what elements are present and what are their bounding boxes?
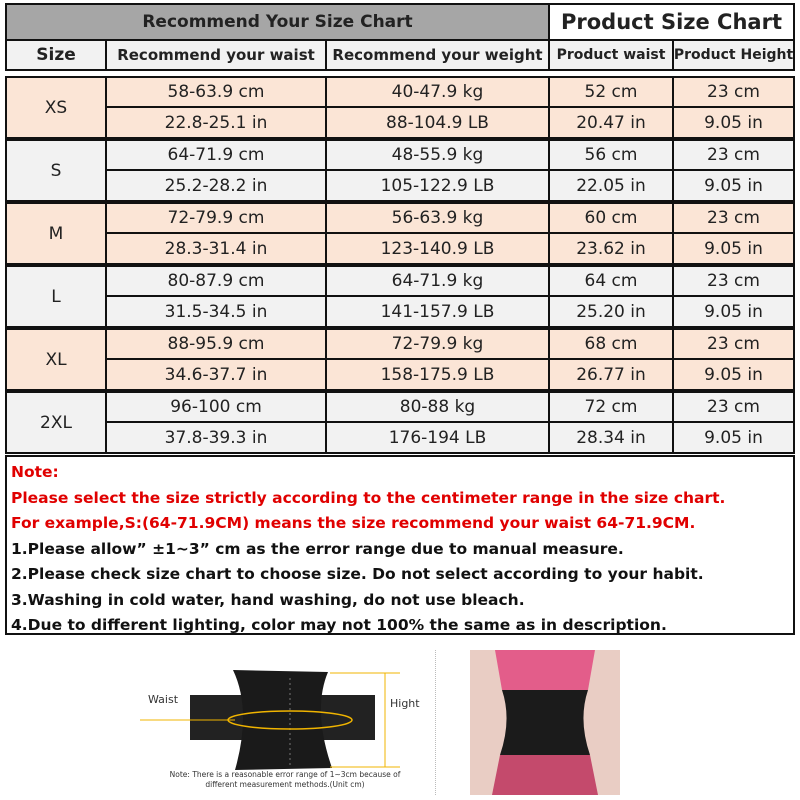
- waist-cell: 37.8-39.3 in: [105, 421, 327, 454]
- model-photo: [470, 650, 620, 795]
- pwaist-cell: 25.20 in: [548, 295, 674, 328]
- recommend-size-chart-title: Recommend Your Size Chart: [5, 3, 550, 41]
- height-cell: 23 cm: [672, 265, 795, 297]
- height-cell: 23 cm: [672, 139, 795, 171]
- height-label: Hight: [390, 697, 420, 710]
- note-item: 1.Please allow” ±1~3” cm as the error range due to manual measure.: [11, 539, 624, 558]
- note-item: 3.Washing in cold water, hand washing, do not use bleach.: [11, 590, 525, 609]
- height-cell: 9.05 in: [672, 421, 795, 454]
- note-red-line: For example,S:(64-71.9CM) means the size recommend your waist 64-71.9CM.: [11, 514, 696, 532]
- height-cell: 23 cm: [672, 328, 795, 360]
- height-cell: 9.05 in: [672, 232, 795, 265]
- height-cell: 23 cm: [672, 76, 795, 108]
- diagram-note-line: different measurement methods.(Unit cm): [205, 780, 365, 789]
- waist-trainer-diagram: [140, 650, 430, 795]
- pwaist-cell: 72 cm: [548, 391, 674, 423]
- waist-label: Waist: [148, 693, 179, 706]
- weight-cell: 158-175.9 LB: [325, 358, 550, 391]
- divider: [435, 650, 436, 795]
- waist-cell: 28.3-31.4 in: [105, 232, 327, 265]
- col-header-product-waist: Product waist: [548, 39, 674, 71]
- height-cell: 9.05 in: [672, 358, 795, 391]
- diagram-note: [120, 770, 450, 790]
- pwaist-cell: 20.47 in: [548, 106, 674, 139]
- height-cell: 23 cm: [672, 391, 795, 423]
- waist-cell: 31.5-34.5 in: [105, 295, 327, 328]
- size-cell: L: [5, 265, 107, 328]
- weight-cell: 80-88 kg: [325, 391, 550, 423]
- size-cell: M: [5, 202, 107, 265]
- height-cell: 9.05 in: [672, 169, 795, 202]
- product-size-chart-title: Product Size Chart: [548, 3, 795, 41]
- pwaist-cell: 22.05 in: [548, 169, 674, 202]
- waist-cell: 34.6-37.7 in: [105, 358, 327, 391]
- pwaist-cell: 56 cm: [548, 139, 674, 171]
- diagram-note-line: Note: There is a reasonable error range of 1~3cm because of: [169, 770, 401, 779]
- col-header-waist: Recommend your waist: [105, 39, 327, 71]
- pwaist-cell: 64 cm: [548, 265, 674, 297]
- waist-cell: 80-87.9 cm: [105, 265, 327, 297]
- notes-section: [5, 455, 795, 635]
- pwaist-cell: 28.34 in: [548, 421, 674, 454]
- pwaist-cell: 23.62 in: [548, 232, 674, 265]
- weight-cell: 48-55.9 kg: [325, 139, 550, 171]
- size-cell: S: [5, 139, 107, 202]
- size-cell: 2XL: [5, 391, 107, 454]
- size-cell: XL: [5, 328, 107, 391]
- weight-cell: 105-122.9 LB: [325, 169, 550, 202]
- note-item: 2.Please check size chart to choose size. Do not select according to your habit.: [11, 565, 704, 583]
- weight-cell: 123-140.9 LB: [325, 232, 550, 265]
- note-red-line: Please select the size strictly according to the centimeter range in the size chart.: [11, 488, 726, 507]
- waist-cell: 58-63.9 cm: [105, 76, 327, 108]
- weight-cell: 176-194 LB: [325, 421, 550, 454]
- note-item: 4.Due to different lighting, color may not 100% the same as in description.: [11, 616, 667, 634]
- note-title: Note:: [11, 463, 59, 481]
- col-header-product-height: Product Height: [672, 39, 795, 71]
- weight-cell: 64-71.9 kg: [325, 265, 550, 297]
- height-cell: 23 cm: [672, 202, 795, 234]
- pwaist-cell: 52 cm: [548, 76, 674, 108]
- size-cell: XS: [5, 76, 107, 139]
- height-cell: 9.05 in: [672, 295, 795, 328]
- waist-cell: 25.2-28.2 in: [105, 169, 327, 202]
- col-header-weight: Recommend your weight: [325, 39, 550, 71]
- model-wearing-waist-trainer: [470, 650, 620, 795]
- weight-cell: 56-63.9 kg: [325, 202, 550, 234]
- waist-cell: 96-100 cm: [105, 391, 327, 423]
- height-cell: 9.05 in: [672, 106, 795, 139]
- weight-cell: 40-47.9 kg: [325, 76, 550, 108]
- waist-cell: 22.8-25.1 in: [105, 106, 327, 139]
- waist-cell: 88-95.9 cm: [105, 328, 327, 360]
- weight-cell: 72-79.9 kg: [325, 328, 550, 360]
- col-header-size: Size: [5, 39, 107, 71]
- waist-cell: 64-71.9 cm: [105, 139, 327, 171]
- waist-cell: 72-79.9 cm: [105, 202, 327, 234]
- pwaist-cell: 26.77 in: [548, 358, 674, 391]
- pwaist-cell: 60 cm: [548, 202, 674, 234]
- weight-cell: 88-104.9 LB: [325, 106, 550, 139]
- weight-cell: 141-157.9 LB: [325, 295, 550, 328]
- pwaist-cell: 68 cm: [548, 328, 674, 360]
